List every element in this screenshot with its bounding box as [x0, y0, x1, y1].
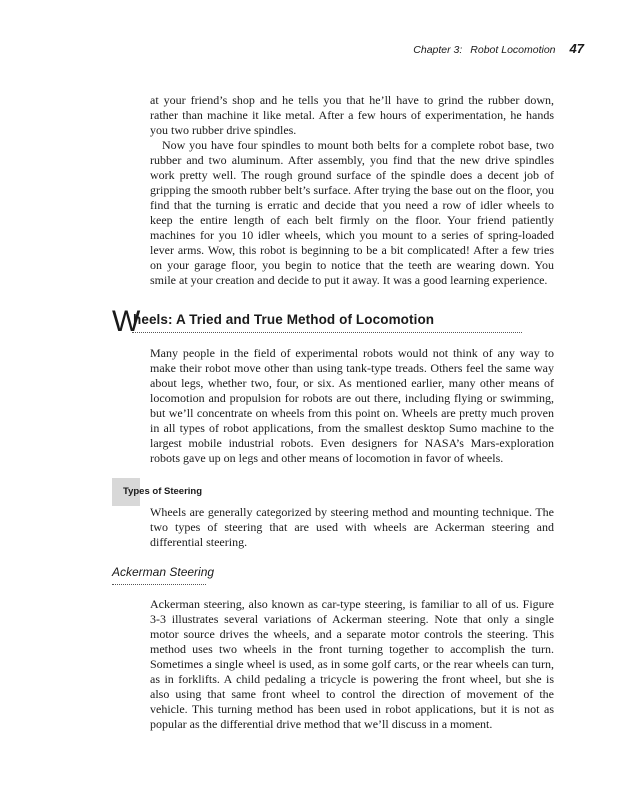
paragraph-spindles: Now you have four spindles to mount both belts for a complete robot base, two rubber and two aluminum. After assembly, you find that the new drive spindles work pretty well. The rough ground surface of the spindle does a decent job of gripping the smooth rubber belt’s surface. After trying the base out on the floor, you find that the turning is erratic and decide that you need a row of idler wheels to keep the entire length of each belt firmly on the floor. Your friend patiently machines for you 10 idler wheels, which you mount to a series of spring-loaded lever arms. Wow, this robot is beginning to be a bit complicated! After a few tries on your garage floor, you begin to notice that the teeth are wearing down. You smile at your creation and decide to put it away. It was a good learning experience. [150, 138, 554, 287]
paragraph-steering-types: Wheels are generally categorized by steering method and mounting technique. The two types of steering that are used with wheels are Ackerman steering and differential steering. [150, 505, 554, 549]
paragraph-continued: at your friend’s shop and he tells you that he’ll have to grind the rubber down, rather than machine it like metal. After a few hours of experimentation, he hands you two rubber drive spindles. [150, 93, 554, 137]
section-heading-text: heels: A Tried and True Method of Locomotion [133, 312, 435, 327]
subsubsection-heading: Ackerman Steering [112, 565, 215, 579]
running-header [413, 41, 584, 57]
section-heading [112, 307, 522, 337]
paragraph-ackerman: Ackerman steering, also known as car-type steering, is familiar to all of us. Figure 3-3 illustrates several variations of Ackerman steering. Note that only a single motor source drives the wheels, and a separate motor controls the steering. This method uses two wheels in the front turning together to accomplish the turn. Sometimes a single wheel is used, as in some golf carts, or the rear wheels can turn, as in forklifts. A child pedaling a tricycle is powering the front wheel, but she is also using that same front wheel to control the direction of movement of the vehicle. This turning method has been used in robot applications, but it is not as popular as the differential drive method that we’ll discuss in a moment. [150, 597, 554, 731]
paragraph-wheels: Many people in the field of experimental robots would not think of any way to make their robot move other than using tank-type treads. Others feel the same way about legs, whether two, four, or six. As mentioned earlier, many other means of locomotion and propulsion for robots are out there, including flying or swimming, but we’ll concentrate on wheels from this point on. Wheels are pretty much proven in all types of robot applications, from the smallest desktop Sumo machine to the largest mobile industrial robots. Even designers for NASA’s Mars-exploration robots gave up on legs and other means of locomotion in favor of wheels. [150, 346, 554, 465]
chapter-label: Chapter 3: [413, 44, 463, 56]
chapter-title: Robot Locomotion [470, 44, 556, 56]
section-heading-rule [132, 332, 522, 333]
page-number: 47 [569, 41, 584, 56]
subsubsection-heading-rule [112, 584, 206, 585]
subsection-heading: Types of Steering [123, 486, 203, 497]
section-heading-initial: W [112, 305, 141, 338]
